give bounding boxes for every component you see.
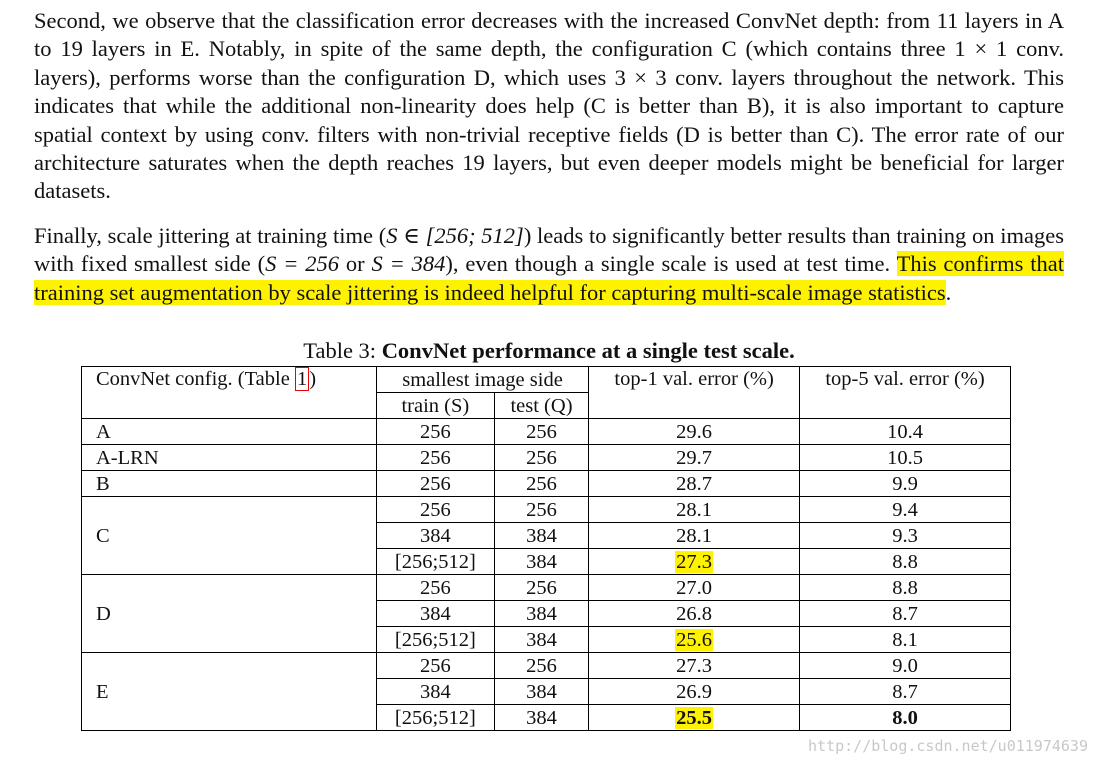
cell-train-value: [256;512]	[394, 550, 476, 573]
cell-test-value: 256	[526, 446, 557, 469]
caption-title: ConvNet performance at a single test scale.	[381, 338, 795, 363]
cell-test	[494, 471, 588, 497]
cell-test	[494, 627, 588, 653]
header-top5: top-5 val. error (%)	[800, 367, 1011, 419]
cell-train-value: 384	[419, 602, 451, 625]
cell-top5	[800, 679, 1011, 705]
cell-test	[494, 679, 588, 705]
cell-top1-value: 26.8	[676, 602, 713, 625]
cell-top5-value: 8.0	[892, 706, 918, 729]
cell-top1-value: 25.6	[676, 628, 713, 651]
cell-config: C	[82, 497, 377, 575]
cell-config: B	[82, 471, 377, 497]
cell-test	[494, 497, 588, 523]
cell-top5-value: 9.9	[892, 472, 918, 495]
cell-test-value: 384	[526, 680, 557, 703]
table-row	[82, 497, 1011, 523]
cell-test	[494, 419, 588, 445]
table-body	[82, 419, 1011, 731]
cell-top1-value: 28.1	[676, 498, 713, 521]
cell-test	[494, 705, 588, 731]
highlighted-sentence[interactable]: This confirms that training set augmentation by scale jittering is indeed helpful for capturing multi-scale image statistics	[34, 251, 1065, 305]
cell-train	[376, 575, 494, 601]
cell-top1	[589, 575, 800, 601]
cell-top1-value: 29.6	[676, 420, 713, 443]
cell-config: D	[82, 575, 377, 653]
cell-top5	[800, 627, 1011, 653]
p2-text-end: .	[945, 279, 952, 305]
cell-train-value: [256;512]	[394, 628, 476, 651]
cell-top1-value: 27.3	[676, 654, 713, 677]
header-config-prefix: ConvNet config. (Table	[96, 368, 295, 390]
cell-top5-value: 10.4	[887, 420, 923, 443]
cell-top1-value: 27.0	[676, 576, 713, 599]
watermark: http://blog.csdn.net/u011974639	[808, 737, 1088, 755]
cell-test-value: 384	[526, 524, 557, 547]
cell-top5	[800, 471, 1011, 497]
paragraph-depth-analysis: Second, we observe that the classification error decreases with the increased ConvNet depth: from 11 layers in A to 19 layers in E. Notably, in spite of the same depth, the configuration C (which contains three 1 × 1 conv. layers), performs worse than the configuration D, which uses 3 × 3 conv. layers throughout the network. This indicates that while the additional non-linearity does help (C is better than B), it is also important to capture spatial context by using conv. filters with non-trivial receptive fields (D is better than C). The error rate of our architecture saturates when the depth reaches 19 layers, but even deeper models might be beneficial for larger datasets.	[34, 8, 1064, 204]
cell-test-value: 256	[526, 420, 557, 443]
cell-top5-value: 9.4	[892, 498, 918, 521]
cell-test-value: 256	[526, 654, 557, 677]
cell-top1	[589, 497, 800, 523]
p2-text-a: Finally, scale jittering at training time (	[34, 223, 387, 248]
table-row	[82, 471, 1011, 497]
cell-top1	[589, 419, 800, 445]
cell-test	[494, 601, 588, 627]
header-config-suffix: )	[309, 368, 317, 390]
p2-math-s256: S = 256	[265, 251, 340, 277]
cell-top5-value: 8.7	[892, 680, 918, 703]
p2-math-s384: S = 384	[371, 251, 446, 277]
cell-test-value: 256	[526, 498, 557, 521]
cell-train-value: 384	[419, 524, 451, 547]
cell-top1	[589, 523, 800, 549]
cell-test	[494, 523, 588, 549]
cell-top5	[800, 705, 1011, 731]
cell-top1	[589, 705, 800, 731]
cell-train-value: [256;512]	[394, 706, 476, 729]
cell-test-value: 384	[526, 602, 557, 625]
cell-config: E	[82, 653, 377, 731]
header-top1: top-1 val. error (%)	[589, 367, 800, 419]
cell-test	[494, 575, 588, 601]
cell-train	[376, 523, 494, 549]
cell-top5	[800, 575, 1011, 601]
header-row	[82, 367, 1011, 393]
cell-top5-value: 8.1	[892, 628, 918, 651]
cell-top1-value: 28.1	[676, 524, 713, 547]
cell-test-value: 384	[526, 550, 557, 573]
table-row	[82, 445, 1011, 471]
p2-text-b: ) leads to significantly better results than training on images with fixed smallest side (	[34, 223, 1064, 277]
table-reference-link[interactable]: 1	[296, 368, 308, 390]
cell-test	[494, 549, 588, 575]
table-row	[82, 653, 1011, 679]
cell-test-value: 256	[526, 472, 557, 495]
cell-train-value: 256	[419, 654, 451, 677]
cell-top1	[589, 653, 800, 679]
cell-top1-value: 25.5	[676, 706, 713, 729]
header-test: test (Q)	[494, 393, 588, 419]
cell-train-value: 256	[419, 576, 451, 599]
cell-top1	[589, 471, 800, 497]
cell-top1	[589, 601, 800, 627]
cell-config: A	[82, 419, 377, 445]
p2-text-c: or	[339, 251, 372, 277]
cell-train-value: 256	[419, 446, 451, 469]
cell-top1	[589, 445, 800, 471]
cell-top5-value: 10.5	[887, 446, 923, 469]
cell-train-value: 384	[419, 680, 451, 703]
cell-train	[376, 471, 494, 497]
cell-top5	[800, 523, 1011, 549]
cell-top1-value: 27.3	[676, 550, 713, 573]
cell-train	[376, 445, 494, 471]
cell-top5-value: 8.7	[892, 602, 918, 625]
cell-top1-value: 26.9	[676, 680, 713, 703]
cell-train-value: 256	[419, 498, 451, 521]
table-caption	[0, 337, 1098, 365]
cell-test-value: 256	[526, 576, 557, 599]
cell-config: A-LRN	[82, 445, 377, 471]
cell-test-value: 384	[526, 628, 557, 651]
cell-test-value: 384	[526, 706, 557, 729]
cell-top5	[800, 653, 1011, 679]
cell-top5-value: 9.3	[892, 524, 918, 547]
cell-train	[376, 549, 494, 575]
table-row	[82, 575, 1011, 601]
results-table	[81, 366, 1011, 731]
cell-train-value: 256	[419, 420, 451, 443]
cell-top5	[800, 601, 1011, 627]
caption-prefix: Table 3:	[303, 338, 382, 363]
p2-text-d: ), even though a single scale is used at test time.	[445, 251, 897, 277]
cell-train-value: 256	[419, 472, 451, 495]
cell-top5	[800, 497, 1011, 523]
cell-test	[494, 653, 588, 679]
cell-train	[376, 679, 494, 705]
table-row	[82, 419, 1011, 445]
cell-top1	[589, 679, 800, 705]
p2-math-range: S ∈ [256; 512]	[386, 223, 524, 248]
cell-top5-value: 8.8	[892, 550, 918, 573]
cell-top5-value: 9.0	[892, 654, 918, 677]
cell-train	[376, 705, 494, 731]
cell-train	[376, 419, 494, 445]
cell-train	[376, 653, 494, 679]
cell-train	[376, 497, 494, 523]
cell-train	[376, 627, 494, 653]
cell-top1	[589, 627, 800, 653]
cell-top1-value: 28.7	[676, 472, 713, 495]
cell-top5-value: 8.8	[892, 576, 918, 599]
cell-test	[494, 445, 588, 471]
cell-top1	[589, 549, 800, 575]
cell-top5	[800, 419, 1011, 445]
cell-top5	[800, 445, 1011, 471]
cell-train	[376, 601, 494, 627]
cell-top1-value: 29.7	[676, 446, 713, 469]
cell-top5	[800, 549, 1011, 575]
header-config	[82, 367, 377, 419]
paragraph-scale-jittering	[34, 222, 1064, 307]
header-train: train (S)	[376, 393, 494, 419]
header-smallest-side: smallest image side	[376, 367, 588, 393]
